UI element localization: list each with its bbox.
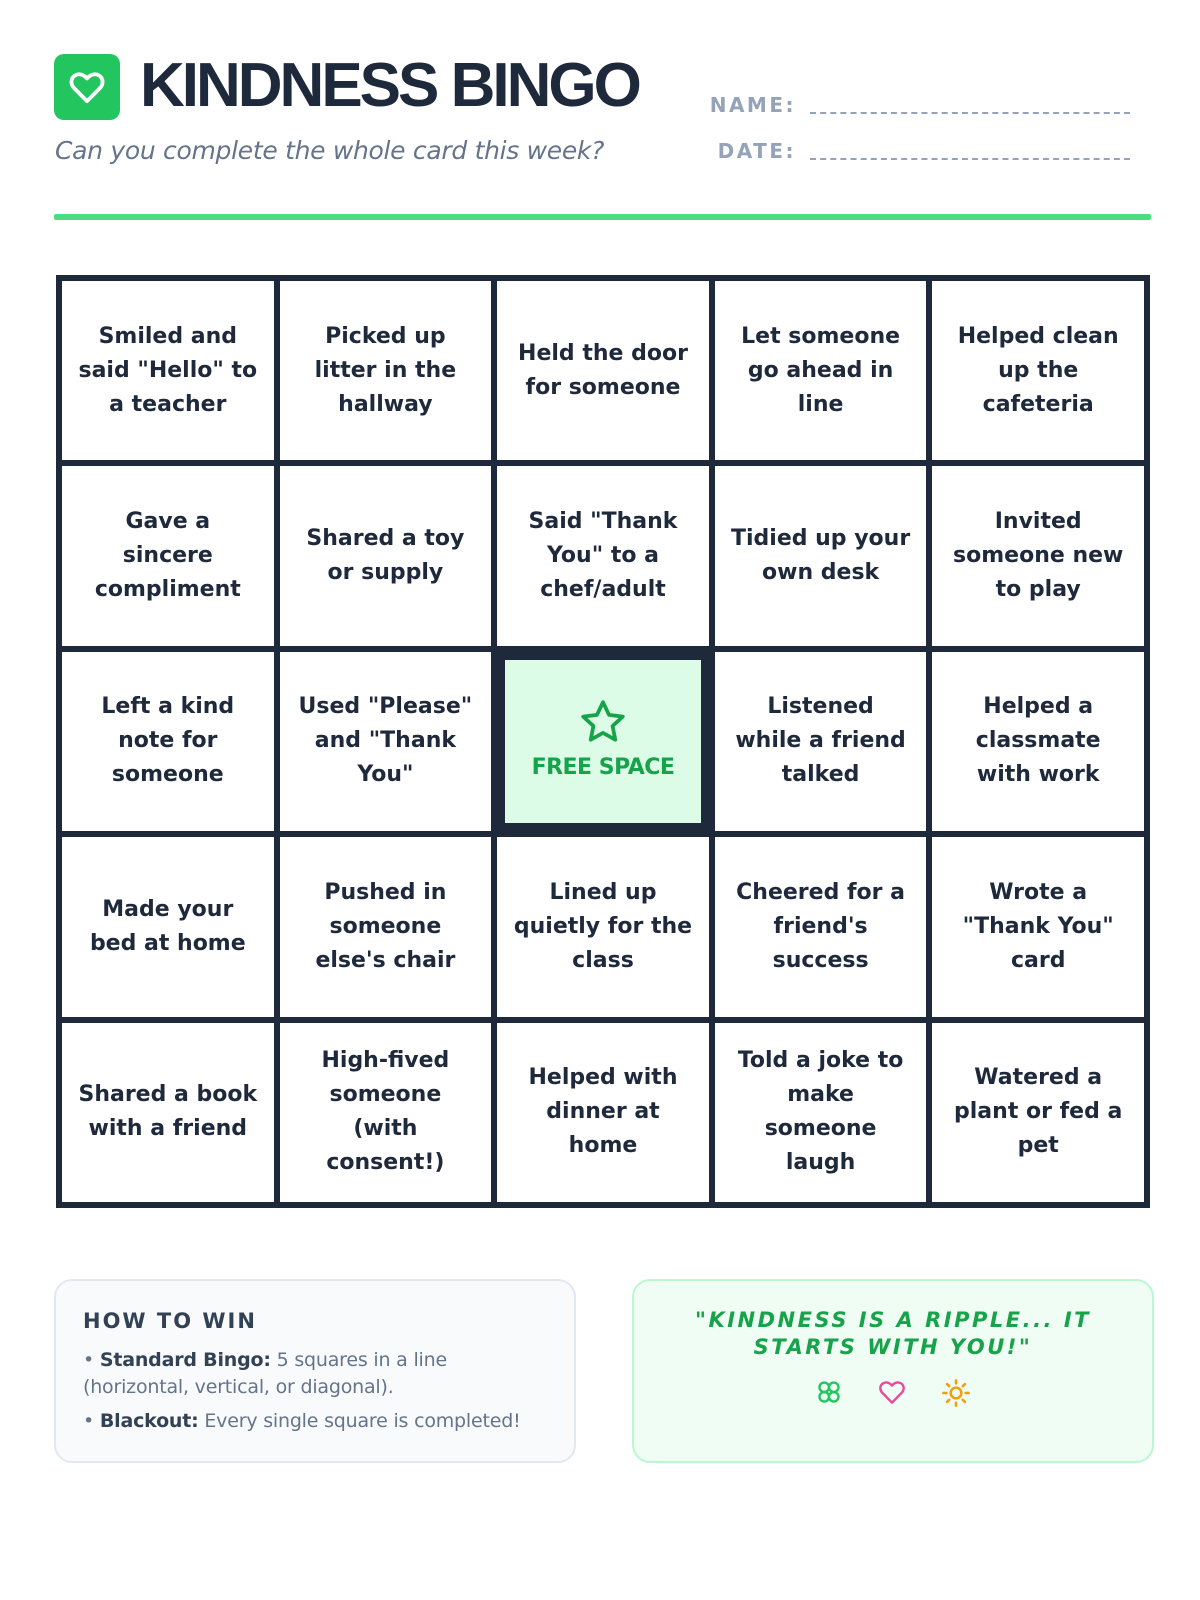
how-to-win-panel: [54, 1279, 576, 1463]
sun-icon: [940, 1377, 972, 1409]
how-to-win-title: HOW TO WIN: [83, 1309, 257, 1333]
logo: [54, 54, 120, 120]
bingo-square[interactable]: Used "Please" and "Thank You": [280, 652, 492, 831]
bingo-square[interactable]: Picked up litter in the hallway: [280, 281, 492, 460]
bingo-square[interactable]: Helped with dinner at home: [497, 1023, 709, 1202]
bingo-square[interactable]: Helped clean up the cafeteria: [932, 281, 1144, 460]
bingo-square[interactable]: Held the door for someone: [497, 281, 709, 460]
star-icon: [577, 697, 629, 747]
bingo-square[interactable]: Smiled and said "Hello" to a teacher: [62, 281, 274, 460]
bingo-square[interactable]: Made your bed at home: [62, 837, 274, 1016]
rule-label: Standard Bingo:: [99, 1349, 271, 1371]
bingo-square[interactable]: Cheered for a friend's success: [715, 837, 927, 1016]
rule-text: 5 squares in a line (horizontal, vertical, or diagonal).: [83, 1349, 447, 1398]
heart-icon: [876, 1377, 908, 1407]
bingo-square[interactable]: Shared a book with a friend: [62, 1023, 274, 1202]
bingo-square[interactable]: Let someone go ahead in line: [715, 281, 927, 460]
bingo-square[interactable]: Watered a plant or fed a pet: [932, 1023, 1144, 1202]
bingo-square[interactable]: Lined up quietly for the class: [497, 837, 709, 1016]
quote-panel: [632, 1279, 1154, 1463]
bingo-square[interactable]: Gave a sincere compliment: [62, 466, 274, 645]
header-divider: [54, 214, 1151, 220]
subtitle: Can you complete the whole card this week?: [55, 136, 605, 165]
rule-blackout: • Blackout: Every single square is completed!: [83, 1410, 521, 1432]
bingo-square[interactable]: Wrote a "Thank You" card: [932, 837, 1144, 1016]
rule-text: Every single square is completed!: [198, 1410, 521, 1432]
bingo-square[interactable]: High-fived someone (with consent!): [280, 1023, 492, 1202]
heart-icon: [67, 67, 107, 107]
name-label: NAME:: [709, 93, 796, 117]
date-field[interactable]: [705, 132, 1130, 162]
bingo-square[interactable]: Helped a classmate with work: [932, 652, 1144, 831]
date-line[interactable]: [810, 156, 1130, 160]
clover-icon: [814, 1377, 844, 1407]
name-field[interactable]: [705, 86, 1130, 116]
rule-standard: • Standard Bingo: 5 squares in a line (horizontal, vertical, or diagonal).: [83, 1349, 447, 1398]
bingo-square[interactable]: Invited someone new to play: [932, 466, 1144, 645]
free-space-square[interactable]: [497, 652, 709, 831]
quote-icons: [664, 1377, 1122, 1409]
bingo-board: [56, 275, 1150, 1208]
bingo-square[interactable]: Said "Thank You" to a chef/adult: [497, 466, 709, 645]
bingo-square[interactable]: Shared a toy or supply: [280, 466, 492, 645]
bingo-square[interactable]: Left a kind note for someone: [62, 652, 274, 831]
bingo-square[interactable]: Told a joke to make someone laugh: [715, 1023, 927, 1202]
bingo-square[interactable]: Listened while a friend talked: [715, 652, 927, 831]
free-space-label: FREE SPACE: [531, 755, 675, 781]
page-title: KINDNESS BINGO: [140, 51, 639, 120]
bingo-square[interactable]: Tidied up your own desk: [715, 466, 927, 645]
rule-label: Blackout:: [99, 1410, 199, 1432]
date-label: DATE:: [717, 139, 796, 163]
name-line[interactable]: [810, 110, 1130, 114]
kindness-quote: "KINDNESS IS A RIPPLE... IT STARTS WITH YOU!": [695, 1308, 1091, 1359]
bingo-square[interactable]: Pushed in someone else's chair: [280, 837, 492, 1016]
